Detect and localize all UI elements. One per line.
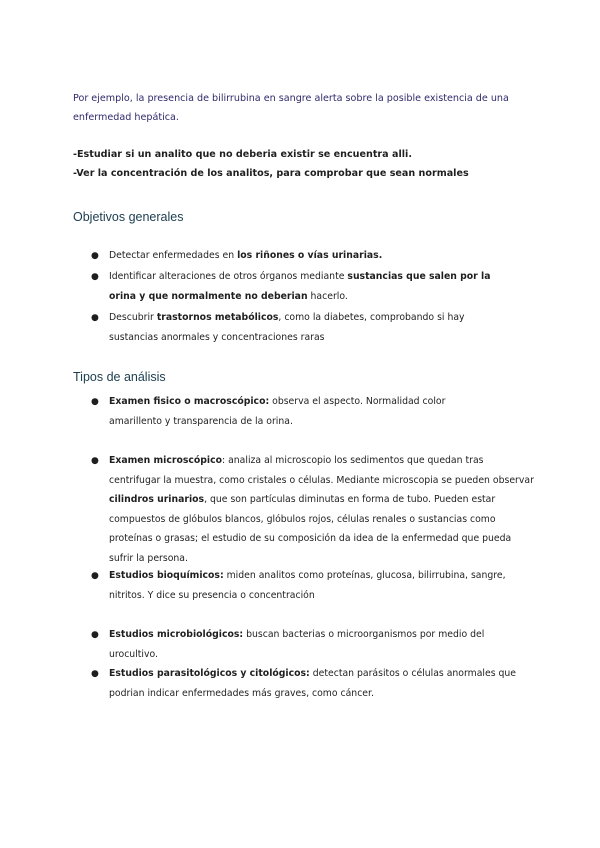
list-item	[109, 392, 499, 431]
bullet-icon: ●	[91, 630, 99, 640]
item-text: detectan parásitos o células anormales que podrian indicar enfermedades más graves, como cáncer.	[109, 668, 517, 699]
bullet-icon: ●	[91, 313, 99, 323]
item-text: : analiza al microscopio los sedimentos que quedan tras centrifugar la muestra, como cristales o células. Mediante microscopia se pueden observar	[109, 455, 534, 486]
item-bold: Examen microscópico	[109, 455, 222, 466]
item-bold: cilindros urinarios	[109, 494, 205, 505]
item-text: hacerlo.	[307, 290, 348, 302]
intro-paragraph: Por ejemplo, la presencia de bilirrubina en sangre alerta sobre la posible existencia de una enfermedad hepática.	[73, 93, 509, 123]
item-text: , que son partículas diminutas en forma de tubo. Pueden estar compuestos de glóbulos blancos, glóbulos rojos, células renales o sustancias como proteínas o grasas; el estudio de su composición da idea de la enfermedad que pueda sufrir la persona.	[109, 494, 512, 564]
item-bold: Estudios microbiológicos:	[109, 629, 244, 640]
bullet-icon: ●	[91, 251, 99, 261]
point-line-1: -Estudiar si un analito que no deberia existir se encuentra alli.	[73, 149, 412, 160]
item-text: Detectar enfermedades en	[109, 250, 238, 261]
list-item	[109, 664, 519, 703]
item-bold: Examen fisico o macroscópico:	[109, 396, 270, 407]
item-text: Identificar alteraciones de otros órganos mediante	[109, 271, 348, 282]
list-item	[109, 308, 504, 347]
item-text: miden analitos como proteínas, glucosa, bilirrubina, sangre, nitritos. Y dice su presencia o concentración	[109, 570, 506, 601]
item-text: buscan bacterias o microorganismos por medio del urocultivo.	[109, 629, 485, 660]
bullet-icon: ●	[91, 571, 99, 581]
item-bold: Estudios bioquímicos:	[109, 570, 224, 581]
list-item	[109, 451, 534, 568]
item-text: observa el aspecto. Normalidad color amarillento y transparencia de la orina.	[109, 396, 446, 427]
bullet-icon: ●	[91, 456, 99, 466]
bullet-icon: ●	[91, 669, 99, 679]
bullet-icon: ●	[91, 272, 99, 282]
item-bold: los riñones o vías urinarias.	[237, 250, 383, 261]
list-item	[109, 625, 529, 664]
heading-objetivos: Objetivos generales	[73, 210, 184, 224]
point-line-2: -Ver la concentración de los analitos, para comprobar que sean normales	[73, 168, 469, 179]
item-bold: Estudios parasitológicos y citológicos:	[109, 668, 310, 679]
list-item	[109, 566, 519, 605]
list-item	[109, 267, 519, 306]
item-text: , como la diabetes, comprobando si hay sustancias anormales y concentraciones raras	[109, 312, 465, 343]
item-bold: sustancias que salen por la orina y que normalmente no deberian	[109, 271, 491, 302]
item-text: Descubrir	[109, 312, 157, 323]
heading-tipos: Tipos de análisis	[73, 370, 166, 384]
bullet-icon: ●	[91, 397, 99, 407]
list-item	[109, 246, 529, 266]
item-bold: trastornos metabólicos	[156, 312, 279, 323]
